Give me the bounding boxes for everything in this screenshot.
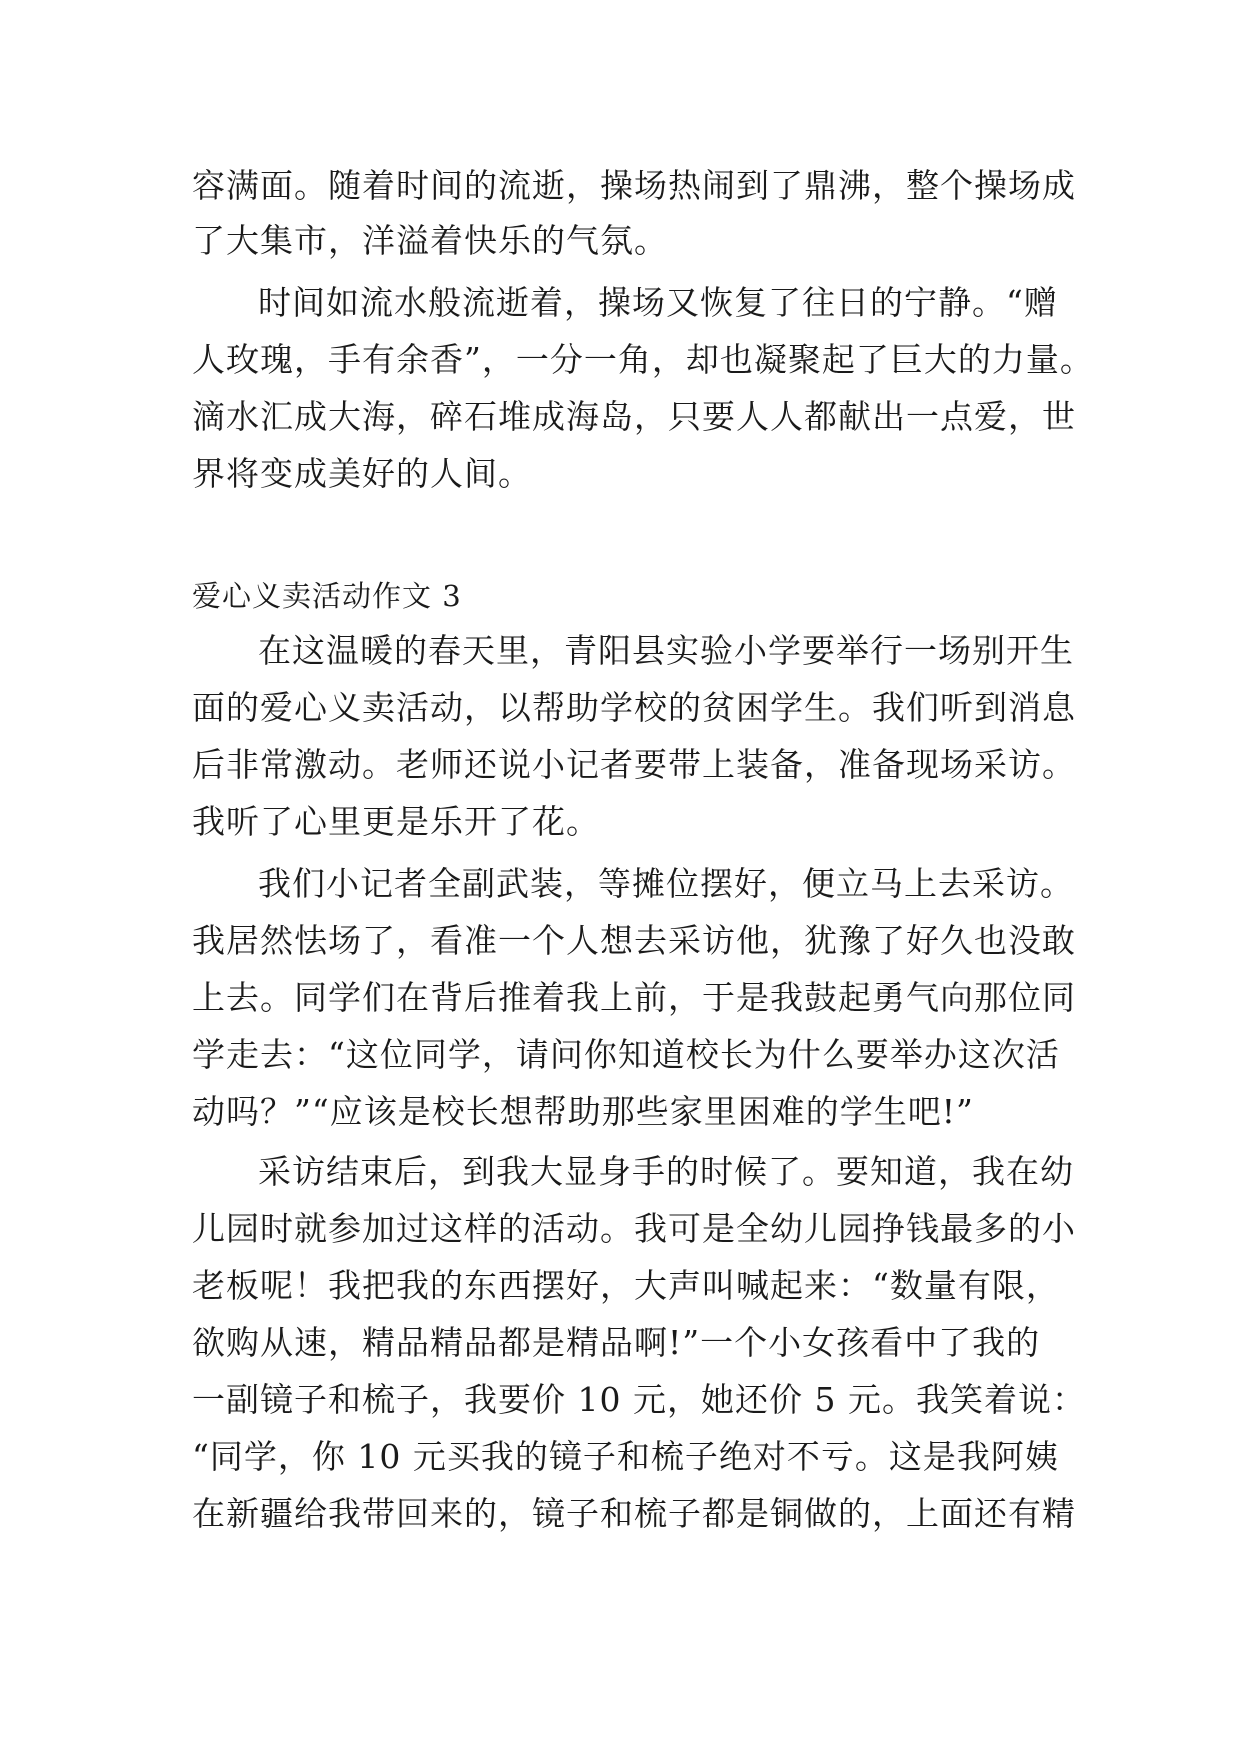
text-line: 滴水汇成大海，碎石堆成海岛，只要人人都献出一点爱，世 <box>192 397 1076 436</box>
text-line: 在这温暖的春天里，青阳县实验小学要举行一场别开生 <box>258 631 1074 670</box>
text-line: 面的爱心义卖活动，以帮助学校的贫困学生。我们听到消息 <box>192 688 1076 727</box>
text-line: 我们小记者全副武装，等摊位摆好，便立马上去采访。 <box>258 864 1074 903</box>
text-line: 我听了心里更是乐开了花。 <box>192 802 600 841</box>
text-line: 采访结束后，到我大显身手的时候了。要知道，我在幼 <box>258 1152 1074 1191</box>
section-heading: 爱心义卖活动作文 3 <box>192 579 462 613</box>
text-line: 儿园时就参加过这样的活动。我可是全幼儿园挣钱最多的小 <box>192 1209 1076 1248</box>
text-line: 老板呢！我把我的东西摆好，大声叫喊起来：“数量有限， <box>192 1266 1060 1305</box>
text-line: 上去。同学们在背后推着我上前，于是我鼓起勇气向那位同 <box>192 978 1076 1017</box>
text-line: 欲购从速，精品精品都是精品啊!”一个小女孩看中了我的 <box>192 1323 1041 1362</box>
text-line: 动吗？”“应该是校长想帮助那些家里困难的学生吧!” <box>192 1092 974 1131</box>
text-line: 容满面。随着时间的流逝，操场热闹到了鼎沸，整个操场成 <box>192 166 1076 205</box>
text-line: 我居然怯场了，看准一个人想去采访他，犹豫了好久也没敢 <box>192 921 1076 960</box>
text-line: 了大集市，洋溢着快乐的气氛。 <box>192 221 668 260</box>
text-line: “同学，你 10 元买我的镜子和梳子绝对不亏。这是我阿姨 <box>192 1437 1059 1476</box>
text-line: 学走去：“这位同学，请问你知道校长为什么要举办这次活 <box>192 1035 1060 1074</box>
text-line: 人玫瑰，手有余香”，一分一角，却也凝聚起了巨大的力量。 <box>192 340 1094 379</box>
text-line: 一副镜子和梳子，我要价 10 元，她还价 5 元。我笑着说： <box>192 1380 1086 1419</box>
text-line: 界将变成美好的人间。 <box>192 454 532 493</box>
text-line: 在新疆给我带回来的，镜子和梳子都是铜做的，上面还有精 <box>192 1494 1076 1533</box>
text-line: 时间如流水般流逝着，操场又恢复了往日的宁静。“赠 <box>258 283 1058 322</box>
text-line: 后非常激动。老师还说小记者要带上装备，准备现场采访。 <box>192 745 1076 784</box>
